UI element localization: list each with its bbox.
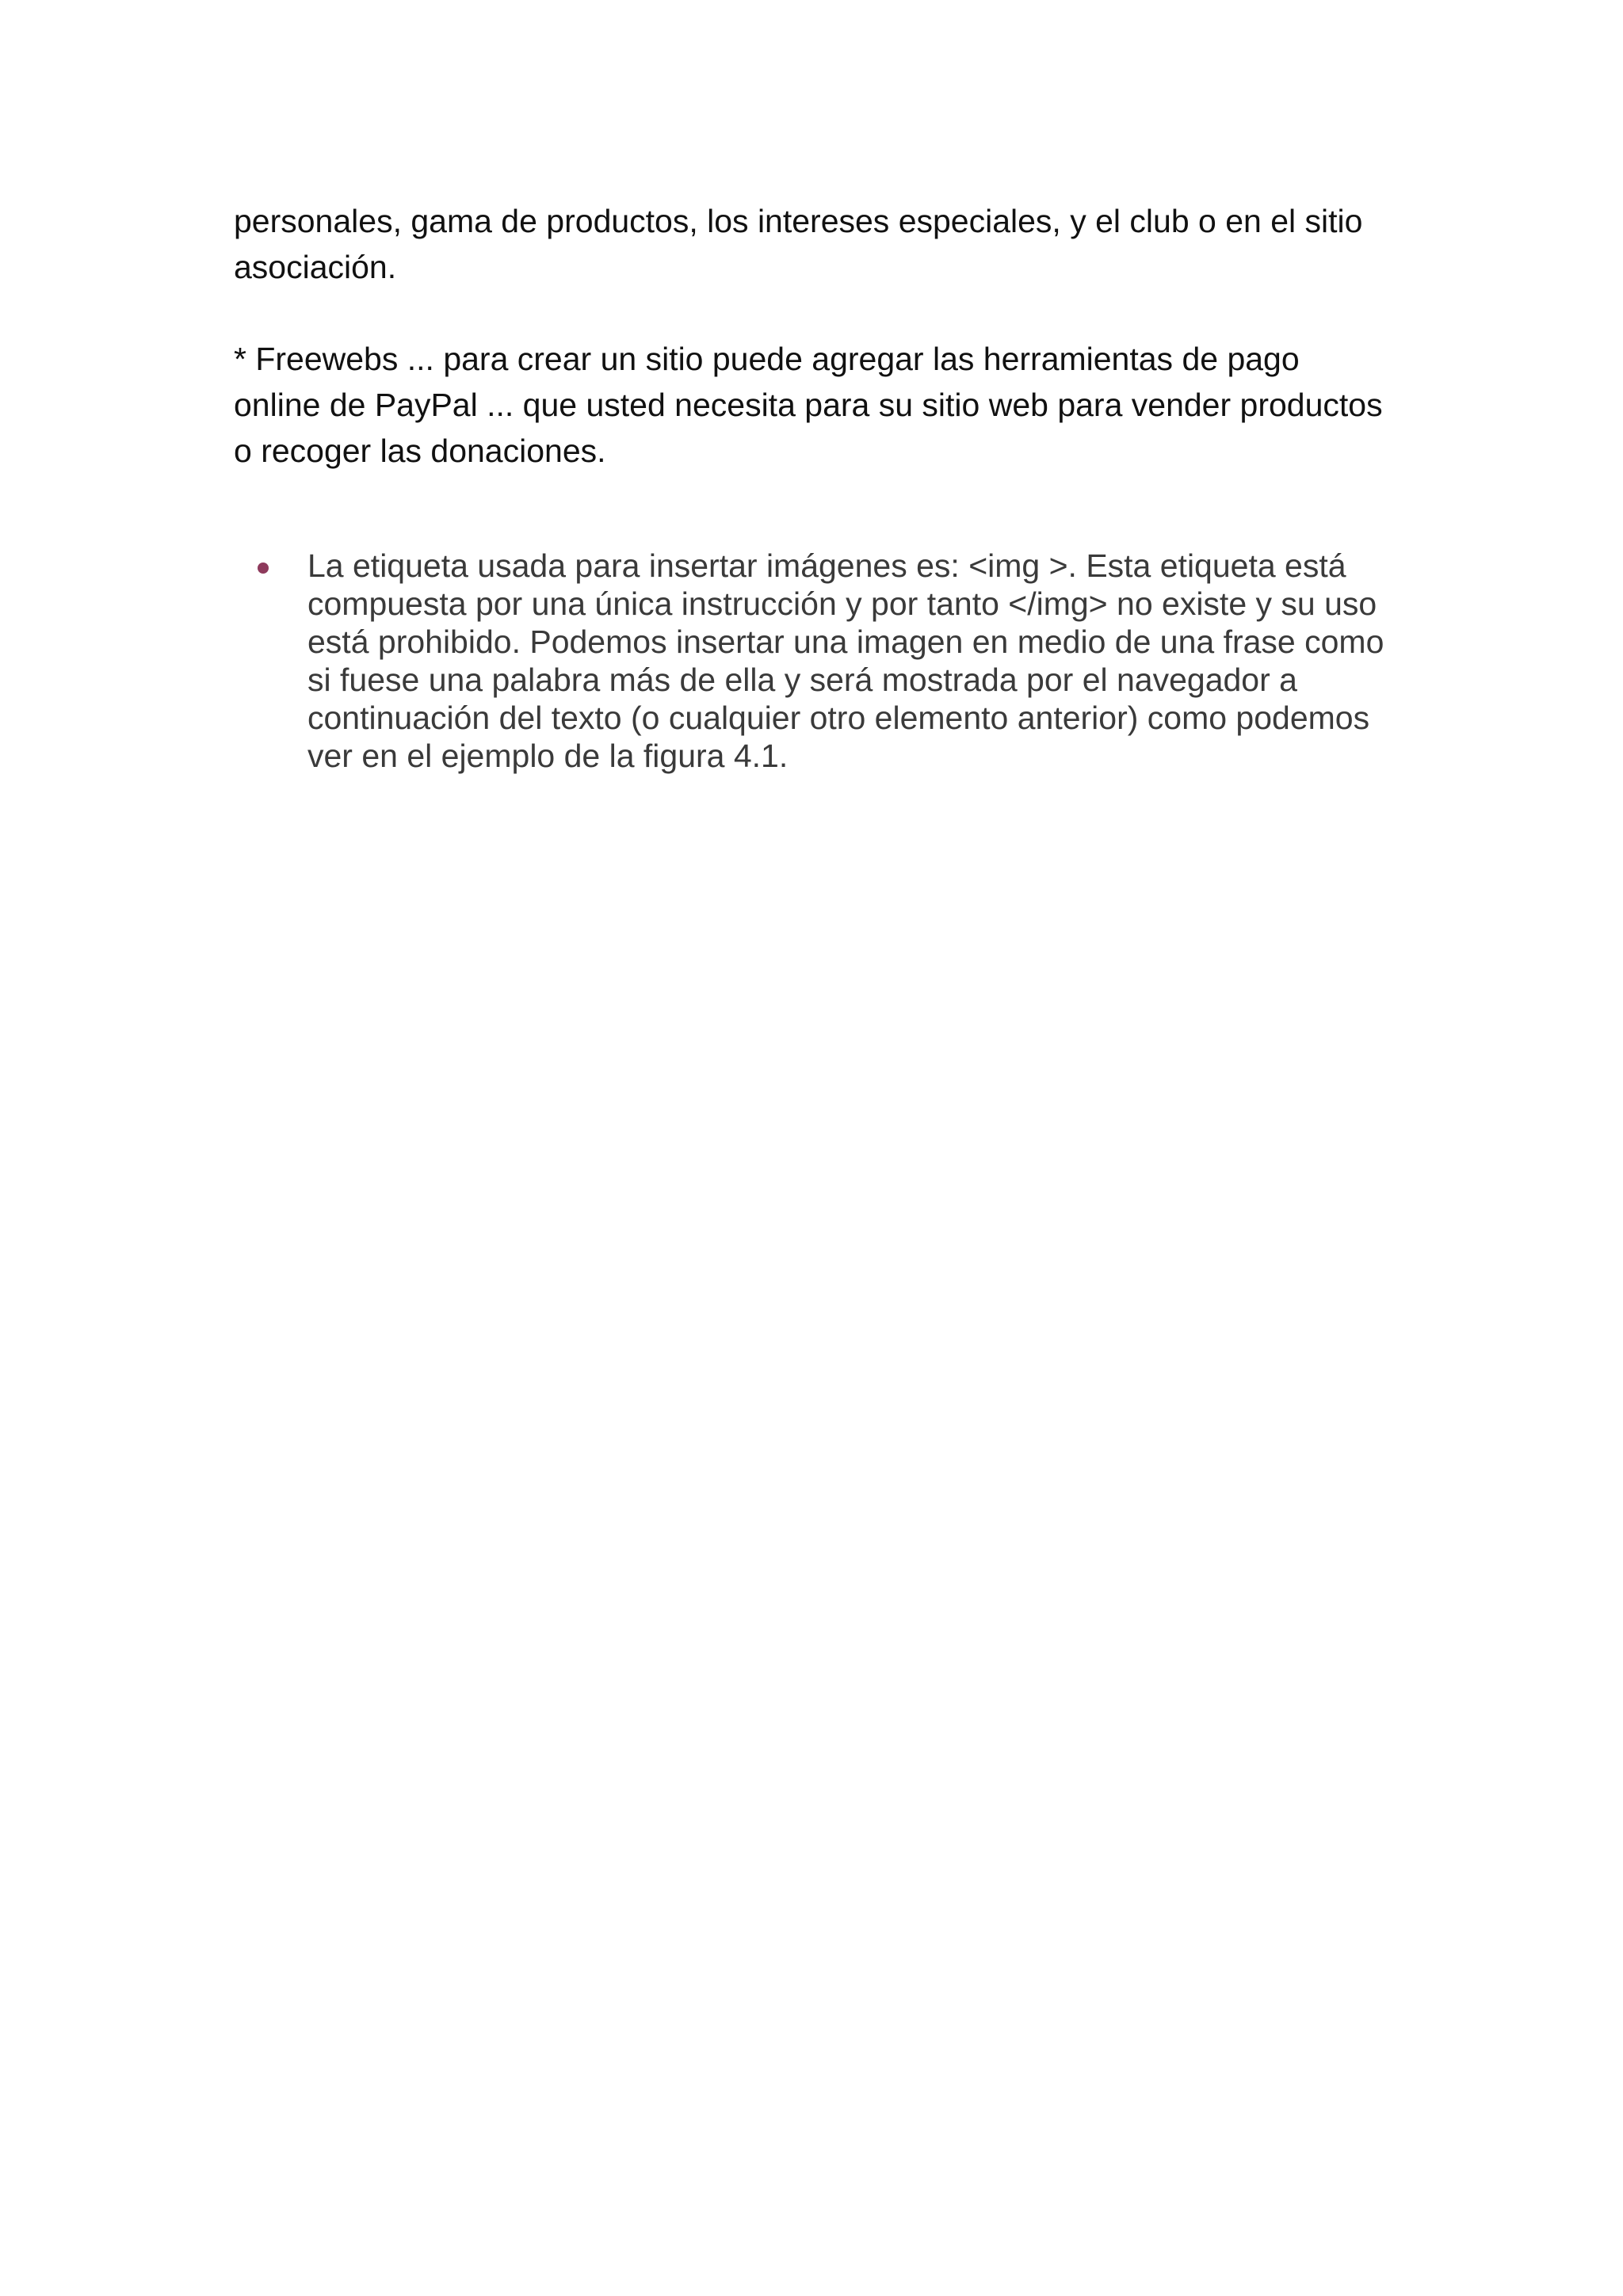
bullet-dot-icon [258, 563, 269, 574]
document-body [234, 198, 1415, 474]
paragraph-web-builders: personales, gama de productos, los intereses especiales, y el club o en el sitio asociación. [234, 203, 1363, 285]
bullet-list [254, 547, 1419, 775]
bullet-text-img-tag: La etiqueta usada para insertar imágenes es: <img >. Esta etiqueta está compuesta por una única instrucción y por tanto </img> no existe y su uso está prohibido. Podemos insertar una imagen en medio de una frase como si fuese una palabra más de ella y será mostrada por el navegador a continuación del texto (o cualquier otro elemento anterior) como podemos ver en el ejemplo de la figura 4.1. [307, 547, 1384, 774]
paragraph-freewebs: * Freewebs ... para crear un sitio puede agregar las herramientas de pago online de PayPal ... que usted necesita para su sitio web para vender productos o recoger las donaciones. [234, 341, 1383, 469]
list-item [254, 547, 1419, 775]
